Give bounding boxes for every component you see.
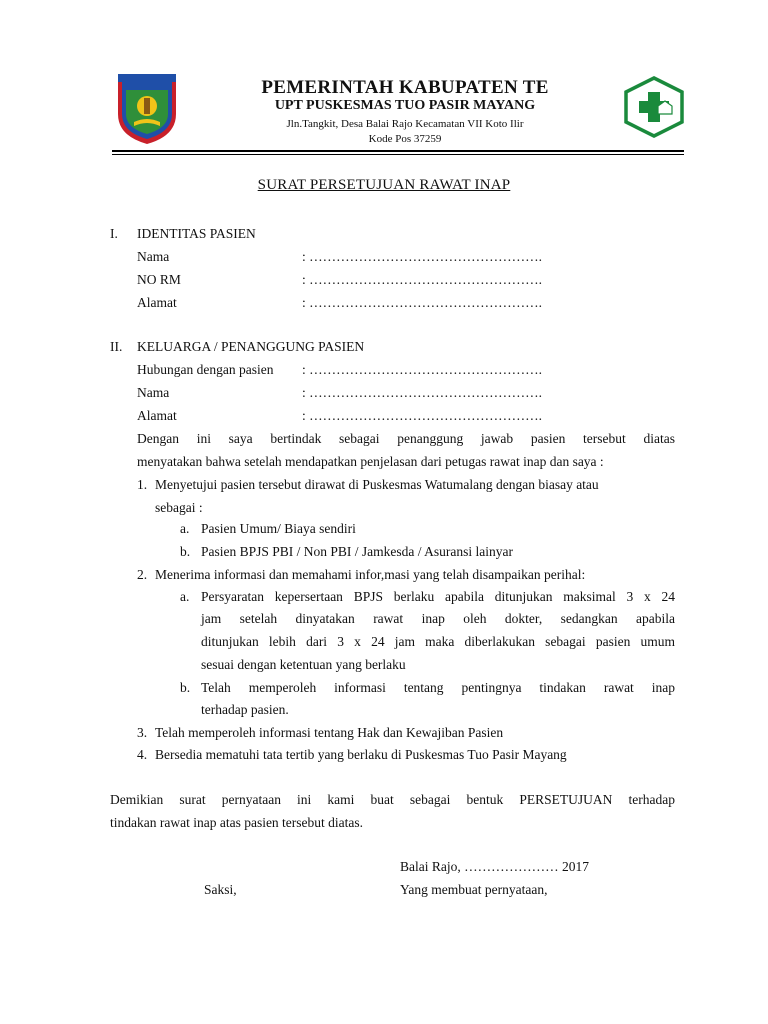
sub-item-letter: b.: [180, 544, 191, 559]
sub-item-text: terhadap pasien.: [201, 702, 289, 717]
postal-code: Kode Pos 37259: [368, 133, 442, 145]
field-blank: : …………………………………………….: [302, 385, 543, 400]
field-label: Nama: [137, 385, 170, 400]
item-text: Menerima informasi dan memahami infor,masi yang telah disampaikan perihal:: [155, 567, 586, 582]
section-2-heading: KELUARGA / PENANGGUNG PASIEN: [137, 339, 365, 354]
item-text: Menyetujui pasien tersebut dirawat di Puskesmas Watumalang dengan biasay atau: [155, 477, 599, 492]
intro-paragraph-line: menyatakan bahwa setelah mendapatkan penjelasan dari petugas rawat inap dan saya :: [137, 454, 604, 469]
section-1-number: I.: [110, 226, 118, 241]
field-label: NO RM: [137, 272, 181, 287]
document-title: SURAT PERSETUJUAN RAWAT INAP: [257, 177, 511, 193]
sub-item-text: ditunjukan lebih dari 3 x 24 jam maka diberlakukan sebagai pasien umum: [201, 634, 675, 649]
institution-name: UPT PUSKESMAS TUO PASIR MAYANG: [274, 98, 536, 113]
sub-item-letter: b.: [180, 680, 191, 695]
item-number: 4.: [137, 747, 148, 762]
field-label: Nama: [137, 249, 170, 264]
closing-paragraph-line: tindakan rawat inap atas pasien tersebut diatas.: [110, 815, 364, 830]
item-text: Bersedia mematuhi tata tertib yang berlaku di Puskesmas Tuo Pasir Mayang: [155, 747, 567, 762]
item-number: 1.: [137, 477, 148, 492]
field-blank: : …………………………………………….: [302, 362, 543, 377]
intro-paragraph-line: Dengan ini saya bertindak sebagai penanggung jawab pasien tersebut diatas: [137, 431, 675, 446]
field-label: Alamat: [137, 295, 177, 310]
field-label: Hubungan dengan pasien: [137, 362, 274, 377]
sub-item-text: Pasien BPJS PBI / Non PBI / Jamkesda / Asuransi lainyar: [201, 544, 514, 559]
item-text: Telah memperoleh informasi tentang Hak dan Kewajiban Pasien: [155, 725, 504, 740]
section-2-number: II.: [110, 339, 123, 354]
item-text: sebagai :: [155, 500, 203, 515]
section-1-heading: IDENTITAS PASIEN: [137, 226, 256, 241]
header-rule: [112, 150, 684, 152]
sub-item-text: Pasien Umum/ Biaya sendiri: [201, 521, 356, 536]
sub-item-text: jam setelah dinyatakan rawat inap oleh dokter, sedangkan apabila: [201, 611, 675, 626]
item-number: 2.: [137, 567, 148, 582]
sub-item-text: sesuai dengan ketentuan yang berlaku: [201, 657, 406, 672]
field-blank: : …………………………………………….: [302, 249, 543, 264]
maker-label: Yang membuat pernyataan,: [400, 882, 548, 897]
government-name: PEMERINTAH KABUPATEN TE: [261, 77, 549, 98]
regency-emblem-icon: [114, 72, 180, 146]
institution-address: Jln.Tangkit, Desa Balai Rajo Kecamatan VII Koto Ilir: [286, 118, 524, 130]
sub-item-letter: a.: [180, 589, 190, 604]
header-rule-thin: [112, 154, 684, 155]
health-cross-logo-icon: [624, 76, 684, 138]
sub-item-text: Persyaratan kepersertaan BPJS berlaku apabila ditunjukan maksimal 3 x 24: [201, 589, 675, 604]
item-number: 3.: [137, 725, 148, 740]
place-date: Balai Rajo, ………………… 2017: [400, 859, 589, 874]
sub-item-text: Telah memperoleh informasi tentang pentingnya tindakan rawat inap: [201, 680, 675, 695]
field-blank: : …………………………………………….: [302, 295, 543, 310]
closing-paragraph-line: Demikian surat pernyataan ini kami buat sebagai bentuk PERSETUJUAN terhadap: [110, 792, 675, 807]
witness-label: Saksi,: [204, 882, 237, 897]
field-blank: : …………………………………………….: [302, 408, 543, 423]
field-label: Alamat: [137, 408, 177, 423]
sub-item-letter: a.: [180, 521, 190, 536]
field-blank: : …………………………………………….: [302, 272, 543, 287]
